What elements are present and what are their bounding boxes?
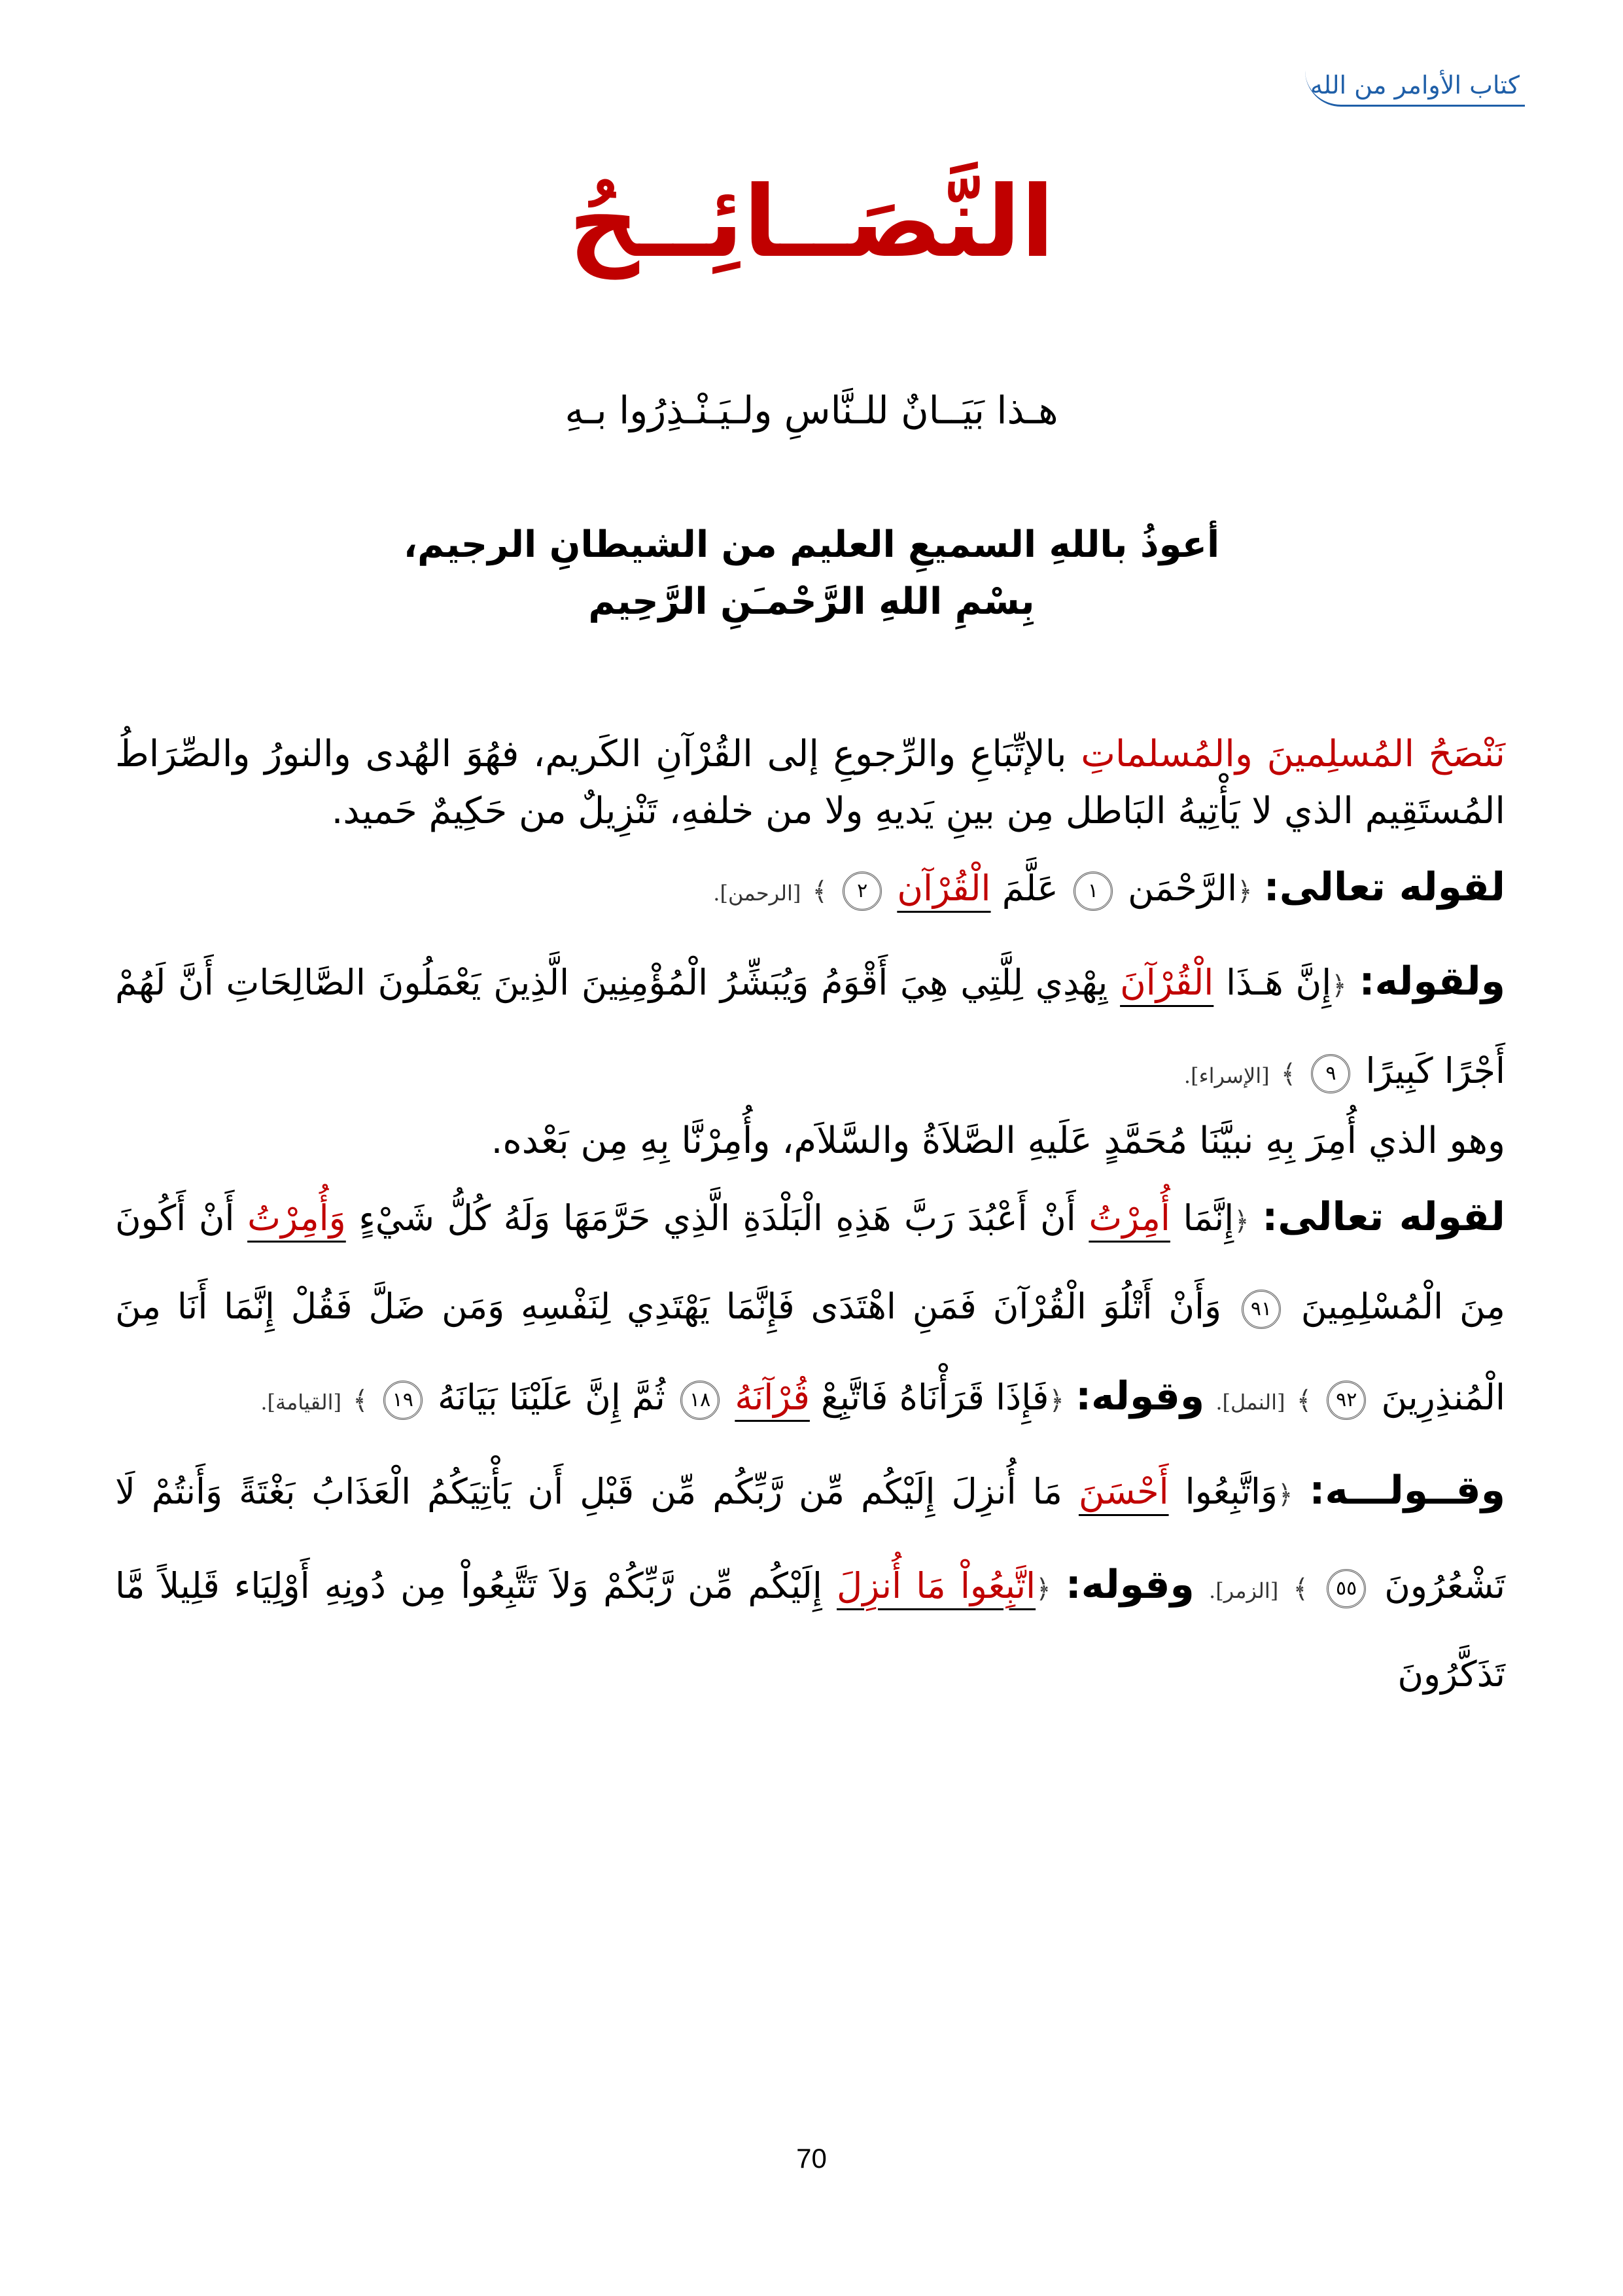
verse-text: ثُمَّ إِنَّ عَلَيْنَا بَيَانَهُ <box>437 1376 665 1418</box>
verse-highlight: أَحْسَنَ <box>1078 1470 1169 1512</box>
ornate-bracket-open: ﴿ <box>1331 970 1347 1001</box>
verse-lead: وقوله: <box>1075 1373 1205 1419</box>
intro-paragraph <box>115 726 1505 840</box>
verse-lead: لقوله تعالى: <box>1263 864 1505 910</box>
verse-lead: لقوله تعالى: <box>1262 1193 1505 1240</box>
verse-highlight: أُمِرْتُ <box>1089 1197 1170 1239</box>
intro-text: بالإتِّبَاعِ والرِّجوعِ إلى القُرْآنِ الكَريم، فهُوَ الهُدى والنورُ والصِّرَاطُ المُستَقِيم الذي لا يَأْتِيهُ البَاطل مِن بينِ يَديهِ ولا من خلفهِ، تَنْزِيلٌ من حَكِيمٌ حَميد. <box>115 733 1505 832</box>
verse-text: وَاتَّبِعُوا <box>1185 1470 1278 1512</box>
book-title-header: كتاب الأوامر من الله <box>1305 71 1525 107</box>
verse-text: إِنَّمَا <box>1183 1197 1234 1239</box>
verse-number-marker: ١٩ <box>383 1381 423 1420</box>
verse-highlight: اتَّبِعُواْ مَا أُنزِلَ <box>837 1564 1036 1606</box>
verse-number-marker: ٩١ <box>1242 1290 1281 1329</box>
ornate-bracket-open: ﴿ <box>1234 1206 1249 1237</box>
ornate-bracket-open: ﴿ <box>1237 876 1253 907</box>
ornate-bracket-open: ﴿ <box>1277 1479 1293 1510</box>
verse-text: عَلَّمَ <box>1002 867 1058 909</box>
verse-number-marker: ٩٢ <box>1327 1381 1366 1420</box>
verse-highlight: قُرْآنَهُ <box>735 1376 810 1418</box>
verse-rahman <box>115 840 1505 934</box>
verse-text: مَا أُنزِلَ إِلَيْكُم مِّن رَّبِّكُم مِّن قَبْلِ أَن يَأْتِيَكُمُ الْعَذَابُ بَغْتَةً وَأَنتُمْ لَا تَشْعُرُونَ <box>115 1470 1506 1606</box>
ornate-bracket-open: ﴿ <box>1036 1574 1051 1604</box>
verse-number-marker: ٩ <box>1311 1054 1350 1093</box>
verse-text: فَإِذَا قَرَأْنَاهُ فَاتَّبِعْ <box>821 1376 1049 1418</box>
intro-highlight: نَنْصَحُ المُسلِمينَ والمُسلماتِ <box>1081 733 1505 775</box>
page-title: النَّصَــائِــحُ <box>568 166 1055 279</box>
verse-lead: وقــولـــه: <box>1309 1467 1506 1513</box>
surah-reference: [الرحمن]. <box>713 880 801 906</box>
verse-highlight: الْقُرْآن <box>897 867 991 909</box>
ornate-bracket-close: ﴾ <box>812 876 828 907</box>
verse-text: إِنَّ هَـذَا <box>1226 961 1332 1003</box>
verse-number-marker: ١ <box>1073 872 1113 911</box>
verse-text: وَأَنْ أَتْلُوَ الْقُرْآنَ فَمَنِ اهْتَدَى فَإِنَّمَا يَهْتَدِي لِنَفْسِهِ وَمَن ضَلَّ فَقُلْ إِنَّمَا أَنَا مِنَ الْمُنذِرِينَ <box>115 1285 1505 1418</box>
isti-adha-line: أعوذُ باللهِ السميعِ العليم من الشيطانِ الرجيم، <box>403 523 1220 566</box>
verse-number-marker: ١٨ <box>680 1381 720 1420</box>
verse-highlight: الْقُرْآنَ <box>1120 961 1214 1003</box>
verse-zumar <box>115 1443 1505 1717</box>
verse-number-marker: ٢ <box>843 872 882 911</box>
ornate-bracket-close: ﴾ <box>1280 1059 1297 1089</box>
verse-text: يِهْدِي لِلَّتِي هِيَ أَقْوَمُ وَيُبَشِّرُ الْمُؤْمِنِينَ الَّذِينَ يَعْمَلُونَ الصَّالِحَاتِ أَنَّ لَهُمْ أَجْرًا كَبِيرًا <box>115 961 1505 1091</box>
mid-paragraph: وهو الذي أُمِرَ بِهِ نبيَّنَا مُحَمَّدٍ عَلَيهِ الصَّلاَةُ والسَّلاَم، وأُمِرْنَّا بِهِ مِن بَعْده. <box>491 1120 1505 1163</box>
main-content <box>115 726 1505 1716</box>
ornate-bracket-close: ﴾ <box>1296 1385 1312 1416</box>
ornate-bracket-close: ﴾ <box>353 1385 368 1416</box>
ornate-bracket-open: ﴿ <box>1049 1385 1064 1416</box>
verse-number-marker: ٥٥ <box>1327 1569 1366 1608</box>
surah-reference: [الإسراء]. <box>1183 1063 1270 1088</box>
opening-block <box>0 517 1623 631</box>
verse-lead: وقوله: <box>1065 1561 1195 1608</box>
verse-text: أَنْ أَكُونَ مِنَ الْمُسْلِمِينَ <box>115 1197 1505 1327</box>
surah-reference: [النمل]. <box>1215 1389 1285 1415</box>
verse-text: الرَّحْمَن <box>1128 867 1238 909</box>
verse-text: أَنْ أَعْبُدَ رَبَّ هَذِهِ الْبَلْدَةِ الَّذِي حَرَّمَهَا وَلَهُ كُلُّ شَيْءٍ <box>358 1197 1076 1239</box>
subtitle: هـذا بَيَــانٌ للـنَّاسِ ولـيَـنْـذِرُوا بـهِ <box>565 388 1058 433</box>
basmala-line: بِسْمِ اللهِ الرَّحْمـَنِ الرَّحِيم <box>588 580 1035 623</box>
surah-reference: [الزمر]. <box>1209 1578 1279 1603</box>
verse-lead: ولقوله: <box>1359 958 1505 1004</box>
verse-highlight: وَأُمِرْتُ <box>247 1197 346 1239</box>
page-number: 70 <box>796 2143 827 2174</box>
verse-isra <box>115 934 1505 1114</box>
ornate-bracket-close: ﴾ <box>1293 1574 1308 1604</box>
verse-naml <box>115 1170 1505 1443</box>
surah-reference: [القيامة]. <box>260 1389 341 1415</box>
verse-text: إِلَيْكُم مِّن رَّبِّكُمْ وَلاَ تَتَّبِعُواْ مِن دُونِهِ أَوْلِيَاء قَلِيلاً مَّا تَذَكَّرُونَ <box>115 1564 1505 1695</box>
